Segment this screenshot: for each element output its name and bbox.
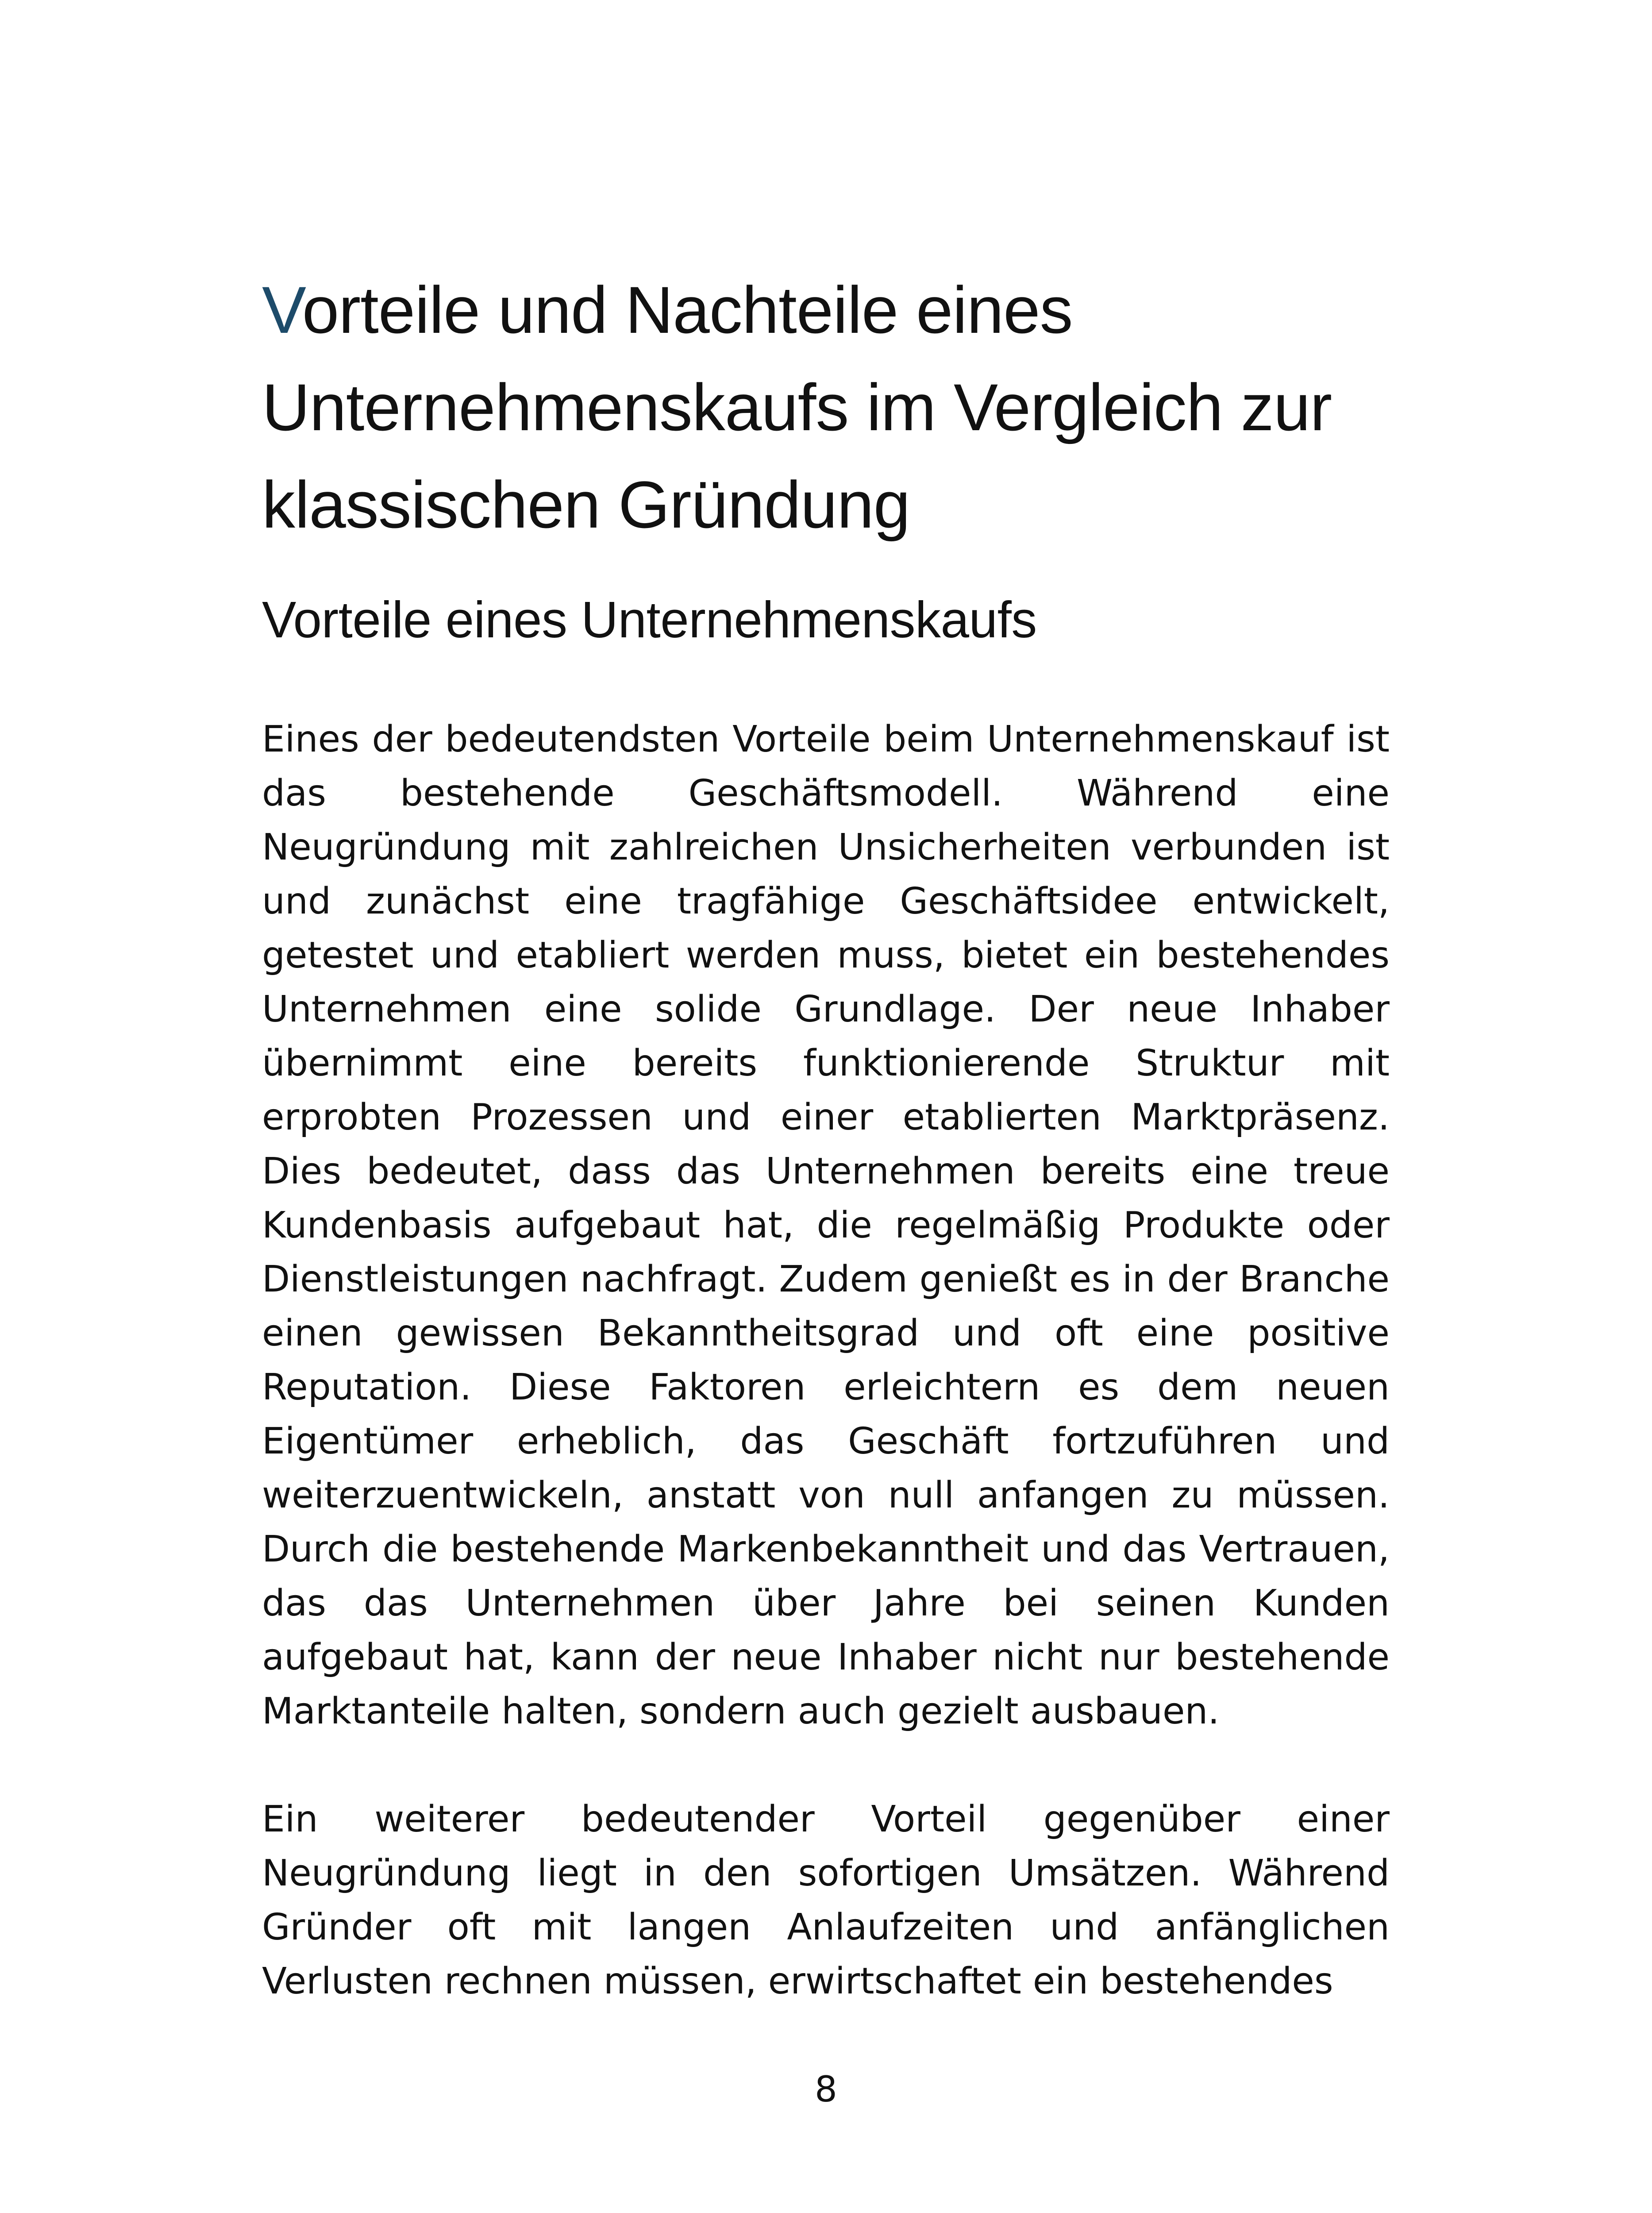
body-paragraph: Eines der bedeutendsten Vorteile beim Unternehmenskauf ist das bestehende Geschäftsmodell. Während eine Neugründung mit zahlreichen Unsicherheiten verbunden ist und zunächst eine tragfähige Geschäftsidee entwickelt, getestet und etabliert werden muss, bietet ein bestehendes Unternehmen eine solide Grundlage. Der neue Inhaber übernimmt eine bereits funktionierende Struktur mit erprobten Prozessen und einer etablierten Marktpräsenz. Dies bedeutet, dass das Unternehmen bereits eine treue Kundenbasis aufgebaut hat, die regelmäßig Produkte oder Dienstleistungen nachfragt. Zudem genießt es in der Branche einen gewissen Bekanntheitsgrad und oft eine positive Reputation. Diese Faktoren erleichtern es dem neuen Eigentümer erheblich, das Geschäft fortzuführen und weiterzuentwickeln, anstatt von null anfangen zu müssen. Durch die bestehende Markenbekanntheit und das Vertrauen, das das Unternehmen über Jahre bei seinen Kunden aufgebaut hat, kann der neue Inhaber nicht nur bestehende Marktanteile halten, sondern auch gezielt ausbauen. xyxy=(262,718,1390,1732)
body-paragraph: Ein weiterer bedeutender Vorteil gegenüber einer Neugründung liegt in den sofortigen Umsätzen. Während Gründer oft mit langen Anlaufzeiten und anfänglichen Verlusten rechnen müssen, erwirtschaftet ein bestehendes xyxy=(262,1798,1390,2002)
chapter-title-text: orteile und Nachteile eines Unternehmenskaufs im Vergleich zur klassischen Gründung xyxy=(262,273,1332,542)
chapter-title xyxy=(262,261,1390,553)
chapter-title-initial: V xyxy=(262,273,302,347)
page-number: 8 xyxy=(815,2069,837,2110)
section-title: Vorteile eines Unternehmenskaufs xyxy=(262,591,1037,648)
page-content xyxy=(262,261,1390,2009)
